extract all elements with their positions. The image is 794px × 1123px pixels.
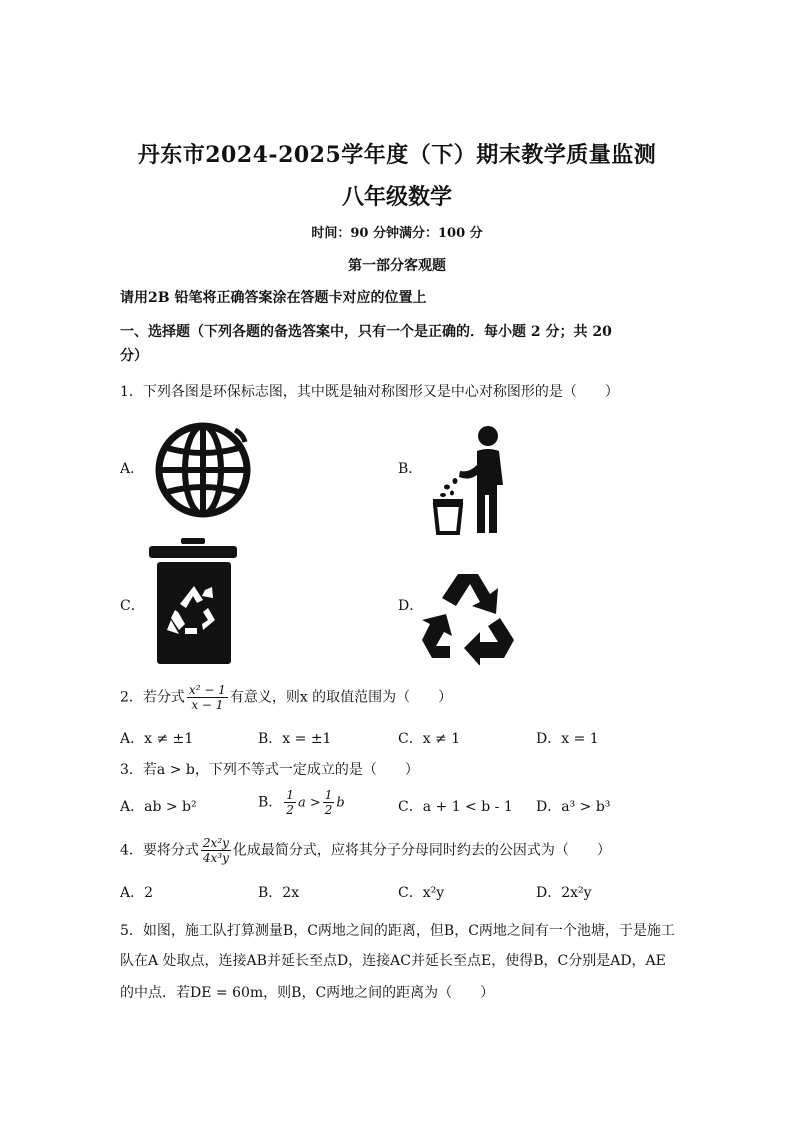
q5-stem-line3: 的中点．若DE = 60m，则B，C两地之间的距离为（ ）: [120, 985, 495, 1001]
q4-fraction-denominator: 4x³y: [202, 851, 229, 865]
q3-option-b-mid: a >: [297, 795, 321, 811]
q2-option-b: B．x = ±1: [258, 731, 332, 747]
q4-fraction: [201, 836, 231, 865]
q4-stem-pre: 4．要将分式: [120, 842, 199, 859]
q2-stem-pre: 2．若分式: [120, 689, 185, 706]
q2-option-d: D．x = 1: [536, 731, 599, 747]
section-heading-line2: 分）: [120, 348, 148, 364]
q2-fraction-numerator: x² − 1: [188, 683, 226, 697]
q3-option-b-frac2: [323, 788, 335, 817]
part-heading: 第一部分客观题: [348, 258, 446, 274]
q2-option-c: C．x ≠ 1: [398, 731, 461, 747]
q2-fraction: [187, 683, 228, 712]
q3-option-a: A．ab > b²: [120, 799, 197, 815]
q3-option-b: [258, 788, 345, 817]
exam-subtitle: 八年级数学: [341, 184, 452, 210]
q3-option-b-frac1: [284, 788, 296, 817]
q2-option-a: A．x ≠ ±1: [120, 731, 194, 747]
q4-stem: [120, 836, 611, 865]
q1-option-c-label: C．: [120, 598, 145, 614]
q2-stem: [120, 683, 452, 712]
q3-option-b-end: b: [336, 795, 345, 811]
q3-frac2-num: 1: [324, 788, 333, 802]
q4-option-a: A．2: [120, 885, 154, 901]
time-info: 时间：90 分钟满分：100 分: [311, 226, 483, 241]
litter-bin-person-icon: [425, 425, 515, 539]
q3-frac1-num: 1: [286, 788, 294, 802]
q3-option-d: D．a³ > b³: [536, 799, 611, 815]
q2-stem-post: 有意义，则x 的取值范围为（ ）: [229, 689, 453, 706]
q4-option-b: B．2x: [258, 885, 300, 901]
globe-icon: [155, 420, 255, 524]
q1-option-a-label: A．: [120, 461, 145, 477]
q3-option-b-label: B．: [258, 794, 283, 811]
recycle-arrows-icon: [420, 570, 520, 669]
section-heading-line1: 一、选择题（下列各题的备选答案中，只有一个是正确的．每小题 2 分；共 20: [120, 324, 612, 340]
q1-option-b-label: B．: [398, 461, 423, 477]
q1-stem: 1．下列各图是环保标志图，其中既是轴对称图形又是中心对称图形的是（ ）: [120, 384, 619, 400]
q3-stem: 3．若a > b，下列不等式一定成立的是（ ）: [120, 762, 419, 778]
instruction: 请用2B 铅笔将正确答案涂在答题卡对应的位置上: [120, 290, 427, 306]
q4-option-d: D．2x²y: [536, 885, 592, 901]
q3-option-c: C．a + 1 < b - 1: [398, 799, 513, 815]
q4-option-c: C．x²y: [398, 885, 445, 901]
q5-stem-line1: 5．如图，施工队打算测量B，C两地之间的距离，但B，C两地之间有一个池塘，于是施工: [120, 923, 675, 939]
recycle-bin-icon: [145, 538, 240, 670]
q3-frac1-den: 2: [286, 803, 294, 817]
q3-frac2-den: 2: [324, 803, 333, 817]
q2-fraction-denominator: x − 1: [191, 698, 224, 712]
q1-option-d-label: D．: [398, 598, 424, 614]
q5-stem-line2: 队在A 处取点，连接AB并延长至点D，连接AC并延长至点E，使得B，C分别是AD，AE: [120, 953, 666, 969]
q4-fraction-numerator: 2x²y: [202, 836, 229, 850]
q4-stem-post: 化成最简分式，应将其分子分母同时约去的公因式为（ ）: [232, 842, 611, 859]
exam-title: 丹东市2024-2025学年度（下）期末教学质量监测: [137, 142, 657, 168]
